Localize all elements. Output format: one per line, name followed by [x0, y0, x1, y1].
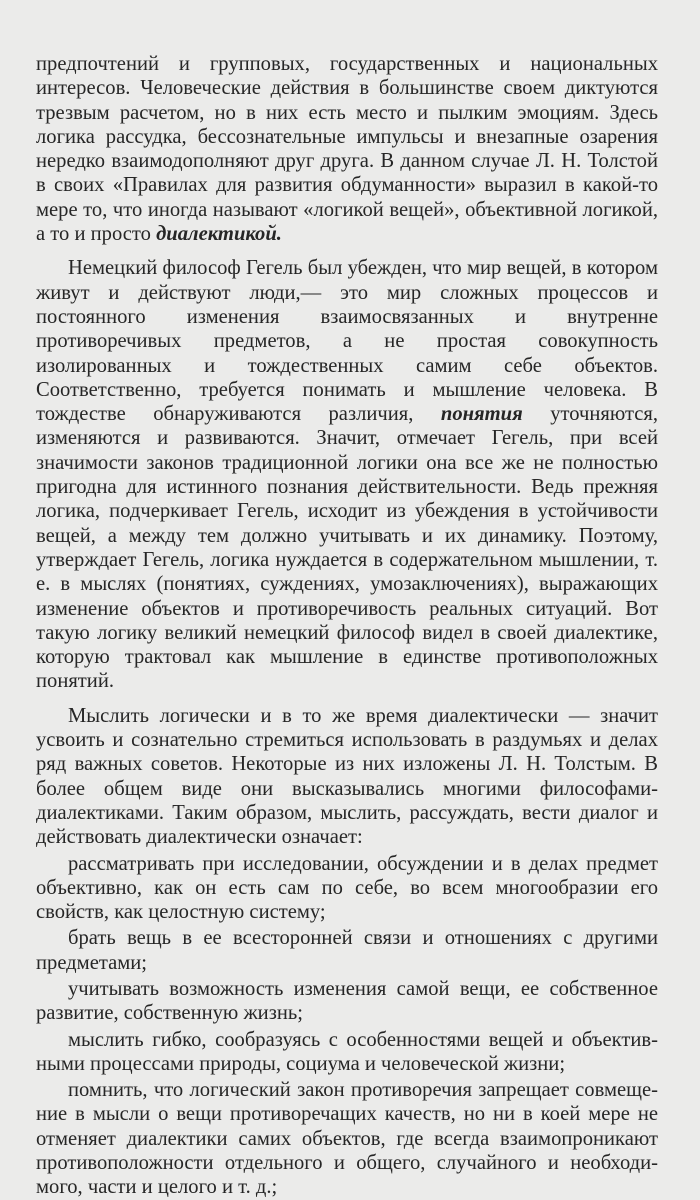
list-item: брать вещь в ее всесторонней связи и отношениях с другими предметами;: [36, 927, 658, 974]
list-item: помнить, что логический закон противоречия запрещает совмещение в мысли о вещи противоречащих качеств, но ни в коей мере не отменяет диалектики самих объектов, где всегда взаимопроникают противоположности отдельного и общего, случайного и необходимого, части и целого и т. д.;: [36, 1079, 658, 1199]
paragraph: [36, 256, 658, 693]
emphasized-term: понятия: [440, 403, 523, 426]
paragraph: [36, 52, 658, 246]
paragraph-text: Немецкий философ Гегель был убежден, что мир вещей, в котором живут и действуют люди,— это мир сложных процессов и постоянного изменения взаимосвязанных и внутренне противоречивых предметов, а не простая совокупность изолированных и тождественных самим себе объектов. Соответственно, требуется понимать и мышление человека. В тождестве обнаруживаются различия,: [36, 257, 658, 426]
paragraph-text: уточняются, изменяются и развиваются. Значит, отмечает Гегель, при всей значимости законов традиционной логики она все же не полностью пригодна для истинного познания действительности. Ведь прежняя логика, подчеркивает Гегель, исходит из убеждения в устойчивости вещей, а между тем должно учитывать и их динамику. Поэтому, утверждает Гегель, логика нуждается в содержательном мышлении, т. е. в мыслях (понятиях, суждениях, умозаключениях), выражающих изменение объектов и противоречивость реальных ситуаций. Вот такую логику великий немецкий философ видел в своей диалектике, которую трактовал как мышление в единстве противоположных понятий.: [36, 403, 658, 693]
paragraph-text: предпочтений и групповых, государственных и национальных интересов. Человеческие действия в большинстве своем диктуются трезвым расчетом, но в них есть место и пылким эмоциям. Здесь логика рассудка, бессознательные импульсы и внезапные озарения нередко взаимодополняют друг друга. В данном случае Л. Н. Толстой в своих «Правилах для развития обдуманности» выразил в какой-то мере то, что иногда называют «логикой вещей», объективной логикой, а то и просто: [36, 53, 658, 246]
paragraph: Мыслить логически и в то же время диалектически — значит усвоить и сознательно стремиться использовать в раздумьях и делах ряд важных советов. Некоторые из них изложены Л. Н. Толстым. В более общем виде они высказывались многими философами-диалектиками. Таким образом, мыслить, рассуждать, вести диалог и действовать диалектически означает:: [36, 704, 658, 849]
list-item: рассматривать при исследовании, обсуждении и в делах предмет объективно, как он есть сам по себе, во всем многообразии его свойств, как целостную систему;: [36, 852, 658, 924]
list-item: мыслить гибко, сообразуясь с особенностями вещей и объективными процессами природы, социума и человеческой жизни;: [36, 1028, 658, 1075]
page-text: [36, 52, 658, 1200]
emphasized-term: диалектикой.: [156, 223, 282, 246]
list-item: учитывать возможность изменения самой вещи, ее собственное развитие, собственную жизнь;: [36, 977, 658, 1025]
